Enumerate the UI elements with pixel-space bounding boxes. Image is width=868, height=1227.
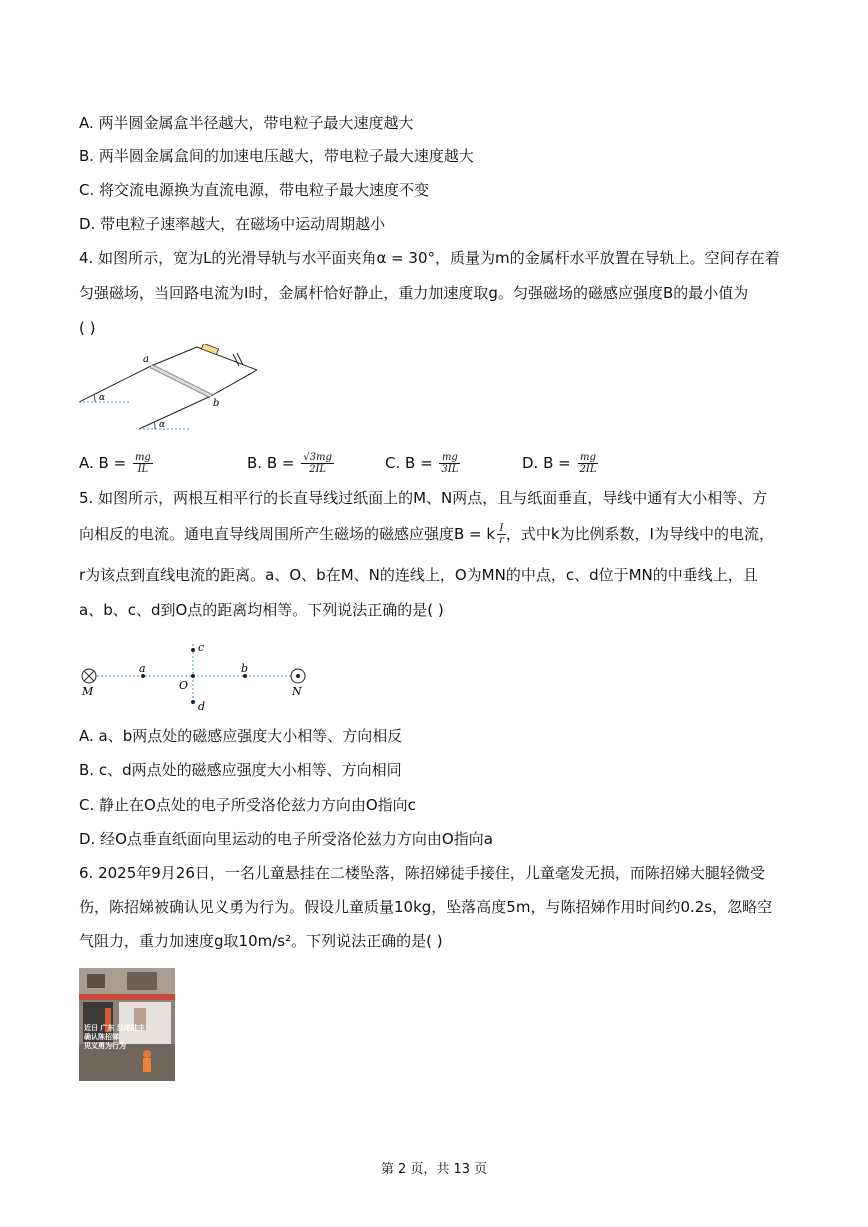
fraction-numerator: mg: [578, 452, 599, 464]
q4-option-b: [247, 452, 334, 475]
q4-option-d-fraction: [578, 452, 599, 475]
q3-option-b: B. 两半圆金属盒间的加速电压越大，带电粒子最大速度越大: [79, 147, 474, 165]
q5-figure-label-n: N: [292, 685, 302, 698]
q4-option-c: [385, 452, 460, 475]
fraction-denominator: r: [499, 535, 504, 546]
q5-figure-label-d: d: [198, 700, 206, 713]
q4-stem-line2: 匀强磁场，当回路电流为I时，金属杆恰好静止，重力加速度取g。匀强磁场的磁感应强度B的最小值为: [79, 284, 749, 302]
q6-photo-caption-line: 见义勇为行为: [84, 1042, 126, 1050]
fraction-denominator: IL: [137, 464, 149, 475]
q4-figure-label-b: b: [213, 398, 220, 409]
q6-stem-line3: 气阻力，重力加速度g取10m/s²。下列说法正确的是( ): [79, 932, 443, 950]
q4-incline-rail-figure: [79, 344, 269, 434]
q4-figure-label-a: a: [143, 354, 149, 365]
q5-figure-label-a: a: [139, 662, 146, 675]
q6-photo-caption: [84, 1024, 145, 1051]
q4-options: [79, 448, 779, 478]
fraction-numerator: mg: [134, 452, 151, 463]
q4-option-a-prefix: A. B =: [79, 454, 127, 472]
q6-news-photo: [79, 968, 175, 1081]
q4-option-c-fraction: [439, 452, 460, 475]
q4-figure-angle-2: α: [159, 420, 166, 430]
wire-out-of-page-icon: [291, 669, 305, 683]
q5-field-formula-fraction: [497, 523, 506, 546]
q3-option-d: D. 带电粒子速率越大，在磁场中运动周期越小: [79, 215, 386, 233]
q4-bracket: ( ): [79, 319, 96, 337]
q5-stem-line1: 5. 如图所示，两根互相平行的长直导线过纸面上的M、N两点，且与纸面垂直，导线中通有大小相等、方: [79, 489, 768, 507]
q6-stem-line2: 伤，陈招娣被确认见义勇为行为。假设儿童质量10kg，坠落高度5m，与陈招娣作用时间约0.2s，忽略空: [79, 898, 773, 916]
q4-figure-angle-1: α: [99, 393, 106, 403]
q4-option-a-fraction: [133, 452, 153, 475]
q4-option-b-fraction: [301, 452, 334, 475]
q5-figure-label-c: c: [198, 641, 205, 654]
fraction-numerator: mg: [439, 452, 460, 464]
q6-photo-caption-line: 确认陈招娣: [84, 1033, 119, 1041]
q5-stem-line3: r为该点到直线电流的距离。a、O、b在M、N的连线上，O为MN的中点，c、d位于MN的中垂线上，且: [79, 566, 758, 584]
q5-stem-line2: [79, 523, 774, 546]
q5-figure-label-o: O: [179, 679, 189, 692]
q4-option-d-prefix: D. B =: [522, 454, 571, 472]
fraction-denominator: 2IL: [579, 464, 597, 475]
fraction-numerator: I: [497, 523, 506, 535]
q5-figure-label-m: M: [82, 685, 94, 698]
fraction-numerator: √3mg: [303, 452, 332, 463]
q3-option-a: A. 两半圆金属盒半径越大，带电粒子最大速度越大: [79, 114, 414, 132]
q5-option-b: B. c、d两点处的磁感应强度大小相等、方向相同: [79, 761, 402, 779]
q5-option-a: A. a、b两点处的磁感应强度大小相等、方向相反: [79, 727, 403, 745]
q4-option-b-prefix: B. B =: [247, 454, 295, 472]
q4-option-d: [522, 452, 598, 475]
q5-figure-label-b: b: [241, 662, 249, 675]
q5-stem-line4: a、b、c、d到O点的距离均相等。下列说法正确的是( ): [79, 601, 444, 619]
page-footer: 第 2 页，共 13 页: [380, 1162, 488, 1177]
wire-into-page-icon: [82, 669, 96, 683]
q4-option-c-prefix: C. B =: [385, 454, 433, 472]
fraction-denominator: 3IL: [441, 464, 459, 475]
q5-stem-line2-part2: ，式中k为比例系数，I为导线中的电流，: [505, 525, 774, 543]
fraction-denominator: 2IL: [309, 464, 327, 475]
q6-photo-caption-line: 近日 广东 汕尾陆丰: [84, 1024, 145, 1032]
q4-stem-line1: 4. 如图所示，宽为L的光滑导轨与水平面夹角α = 30°，质量为m的金属杆水平放置在导轨上。空间存在着: [79, 249, 780, 267]
q4-option-a: [79, 452, 153, 475]
q3-option-c: C. 将交流电源换为直流电源，带电粒子最大速度不变: [79, 181, 430, 199]
q5-option-d: D. 经O点垂直纸面向里运动的电子所受洛伦兹力方向由O指向a: [79, 830, 493, 848]
q6-stem-line1: 6. 2025年9月26日，一名儿童悬挂在二楼坠落，陈招娣徒手接住，儿童毫发无损，而陈招娣大腿轻微受: [79, 864, 765, 882]
q5-option-c: C. 静止在O点处的电子所受洛伦兹力方向由O指向c: [79, 796, 416, 814]
q5-wires-figure: [79, 634, 319, 714]
q5-stem-line2-part1: 向相反的电流。通电直导线周围所产生磁场的磁感应强度B = k: [79, 525, 496, 543]
